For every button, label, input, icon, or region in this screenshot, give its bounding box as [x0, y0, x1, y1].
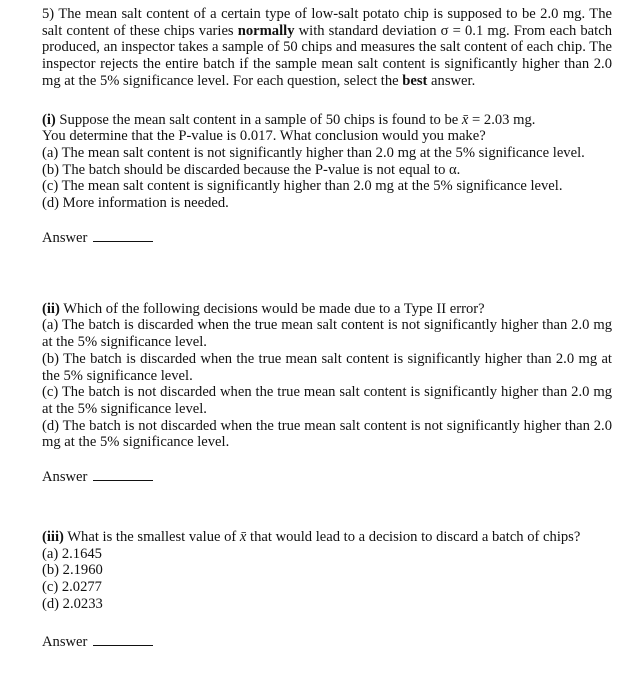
q2-answer-row	[42, 468, 612, 485]
q1-line2: You determine that the P-value is 0.017. What conclusion would you make?	[42, 128, 486, 145]
q3-answer-blank[interactable]	[93, 633, 153, 646]
q1-option-b: (b) The batch should be discarded because the P-value is not equal to α.	[42, 161, 461, 178]
q1-label: (i)	[42, 111, 56, 128]
q3-label: (iii)	[42, 529, 64, 546]
q1-answer-blank[interactable]	[93, 229, 153, 242]
q3-option-a: (a) 2.1645	[42, 545, 102, 562]
problem-intro	[42, 6, 612, 90]
q2-option-c: (c) The batch is not discarded when the true mean salt content is significantly higher than 2.0 mg at the 5% significance level.	[42, 384, 612, 417]
q1-answer-label: Answer	[42, 229, 88, 246]
q2-label: (ii)	[42, 300, 60, 317]
question-1	[42, 112, 612, 246]
q2-option-d: (d) The batch is not discarded when the true mean salt content is not significantly higher than 2.0 mg at the 5% significance level.	[42, 417, 612, 451]
q2-stem	[42, 301, 612, 318]
q3-xbar-symbol: x̄	[239, 529, 247, 546]
q1-option-c: (c) The mean salt content is significantly higher than 2.0 mg at the 5% significance level.	[42, 178, 563, 195]
q1-xbar-symbol: x̄	[461, 111, 469, 128]
problem-page	[42, 6, 612, 650]
question-2	[42, 301, 612, 485]
intro-text-a: The mean salt content of a certain type of low-salt potato chip is supposed to be 2.0 mg. The salt content of these chips varies	[42, 6, 612, 39]
q2-option-b: (b) The batch is discarded when the true mean salt content is significantly higher than 2.0 mg at the 5% significance level.	[42, 350, 612, 384]
q3-answer-row	[42, 633, 612, 650]
intro-bold-normally: normally	[237, 22, 295, 39]
q1-answer-row	[42, 229, 612, 246]
q3-stem	[42, 529, 612, 546]
q3-question-a: What is the smallest value of	[63, 529, 240, 546]
q3-answer-label: Answer	[42, 633, 88, 650]
intro-text-b: with standard deviation σ = 0.1 mg. From each batch produced, an inspector takes a sample of 50 chips and measures the salt content of each chip. The inspector rejects the entire batch if the sample mean salt content is significantly higher than 2.0 mg at the 5% significance level. For each question, select the	[42, 22, 612, 89]
q2-answer-blank[interactable]	[93, 468, 153, 481]
q3-option-c: (c) 2.0277	[42, 579, 102, 596]
q1-option-d: (d) More information is needed.	[42, 195, 229, 212]
q2-option-a: (a) The batch is discarded when the true mean salt content is not significantly higher than 2.0 mg at the 5% significance level.	[42, 317, 612, 351]
q3-question-b: that would lead to a decision to discard a batch of chips?	[246, 529, 581, 546]
q1-option-a: (a) The mean salt content is not significantly higher than 2.0 mg at the 5% significance level.	[42, 144, 585, 161]
question-3	[42, 529, 612, 650]
q1-line1-b: = 2.03 mg.	[468, 111, 536, 128]
q3-option-b: (b) 2.1960	[42, 562, 103, 579]
q1-stem	[42, 112, 612, 129]
q2-answer-label: Answer	[42, 469, 88, 486]
intro-bold-best: best	[402, 72, 428, 89]
intro-text-c: answer.	[427, 72, 476, 89]
problem-number: 5)	[42, 6, 55, 22]
q1-line1-a: Suppose the mean salt content in a sample of 50 chips is found to be	[55, 111, 462, 128]
q2-question: Which of the following decisions would be made due to a Type II error?	[59, 300, 485, 317]
q3-option-d: (d) 2.0233	[42, 595, 103, 612]
